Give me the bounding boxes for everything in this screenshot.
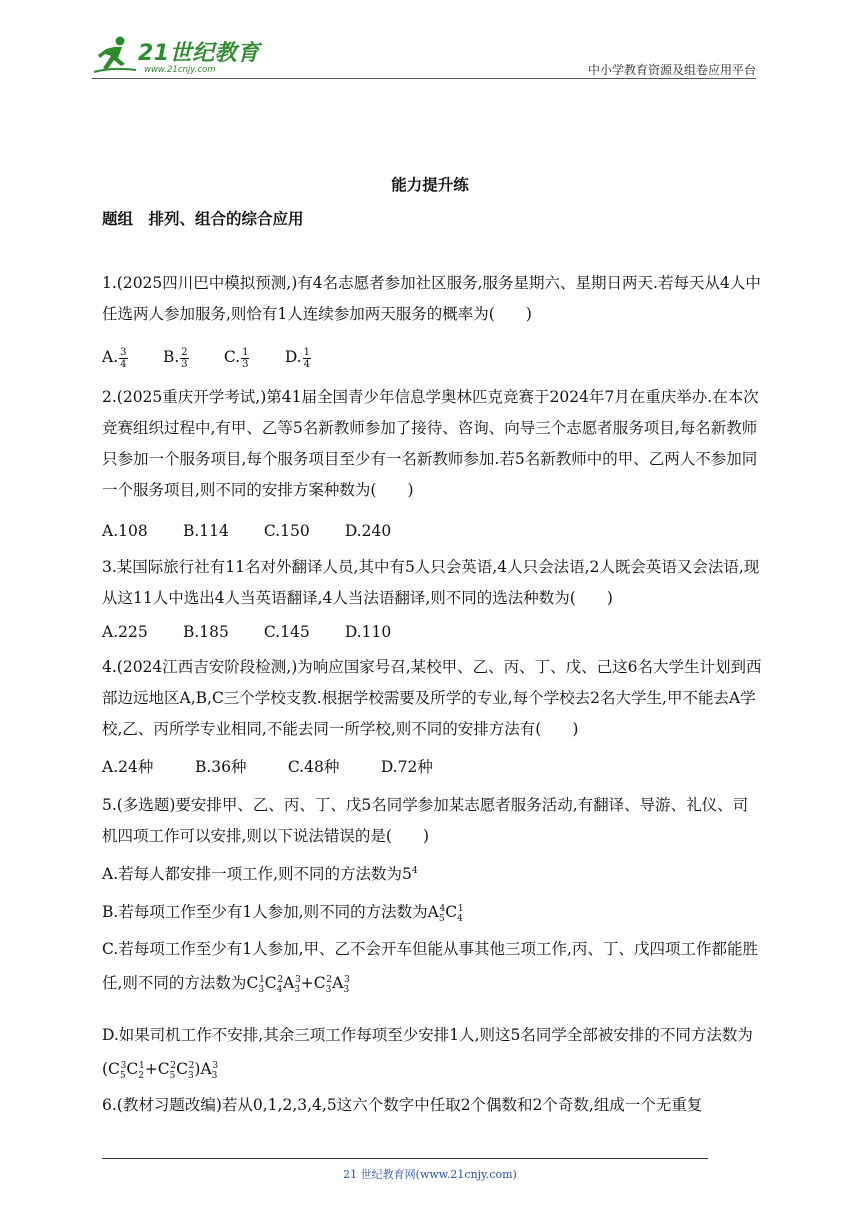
option-d: D. $\frac{1}{4}$ <box>284 346 310 370</box>
option-c: C. $\frac{1}{3}$ <box>223 346 249 370</box>
question-4-text: 4.(2024江西吉安阶段检测,)为响应国家号召,某校甲、乙、丙、丁、戊、己这6名大学生计划到西部边远地区A,B,C三个学校支教.根据学校需要及所学的专业,每个学校去2名大学生,甲不能去A学校,乙、丙所学专业相同,不能去同一所学校,则不同的安排方法有( ) <box>102 658 762 738</box>
question-5-text: 5.(多选题)要安排甲、乙、丙、丁、戊5名同学参加某志愿者服务活动,有翻译、导游、礼仪、司机四项工作可以安排,则以下说法错误的是( ) <box>102 796 749 845</box>
option-d: D.72种 <box>380 758 433 776</box>
question-3-text: 3.某国际旅行社有11名对外翻译人员,其中有5人只会英语,4人只会法语,2人既会英语又会法语,现从这11人中选出4人当英语翻译,4人当法语翻译,则不同的选法种数为( ) <box>102 558 760 607</box>
logo-url: www.21cnjy.com <box>144 65 216 75</box>
question-5-option-c: C.若每项工作至少有1人参加,甲、乙不会开车但能从事其他三项工作,丙、丁、戊四项工作都能胜任,则不同的方法数为$C_3^1C_4^2A_3^3+C_3^2A_3^3$ <box>102 940 758 995</box>
option-b: B.114 <box>182 522 229 540</box>
page-footer: 21 世纪教育网(www.21cnjy.com) <box>343 1168 517 1181</box>
site-logo <box>92 34 262 78</box>
option-a: A.24种 <box>102 758 154 776</box>
logo-text: 21世纪教育 <box>138 41 260 66</box>
option-c: C.48种 <box>287 758 340 776</box>
page-title: 能力提升练 <box>391 175 469 194</box>
question-6-text: 6.(教材习题改编)若从0,1,2,3,4,5这六个数字中任取2个偶数和2个奇数,组成一个无重复 <box>102 1096 703 1114</box>
question-2-options <box>102 516 421 547</box>
question-4-options <box>102 752 469 783</box>
question-5-option-d: D.如果司机工作不安排,其余三项工作每项至少安排1人,则这5名同学全部被安排的不同方法数为$(C_5^3C_2^1+C_5^2C_3^2)A_3^3$ <box>102 1026 753 1081</box>
page-header <box>92 30 756 80</box>
footer-divider <box>102 1158 708 1159</box>
option-b: B.185 <box>182 623 229 641</box>
header-divider <box>92 78 756 79</box>
question-5-option-a: A.若每人都安排一项工作,则不同的方法数为$5^4$ <box>102 865 418 884</box>
option-b: B.36种 <box>194 758 247 776</box>
option-d: D.110 <box>344 623 392 641</box>
option-a: A. $\frac{3}{4}$ <box>102 346 127 370</box>
option-d: D.240 <box>344 522 392 540</box>
question-3-options <box>102 617 421 648</box>
question-5-option-b: B.若每项工作至少有1人参加,则不同的方法数为$A_5^4C_4^1$ <box>102 903 464 924</box>
group-heading: 题组 排列、组合的综合应用 <box>102 209 304 228</box>
option-a: A.108 <box>102 522 148 540</box>
runner-logo-icon <box>92 34 140 78</box>
option-a: A.225 <box>102 623 148 641</box>
header-tagline: 中小学教育资源及组卷应用平台 <box>587 63 756 77</box>
question-2-text: 2.(2025重庆开学考试,)第41届全国青少年信息学奥林匹克竞赛于2024年7月在重庆举办.在本次竞赛组织过程中,有甲、乙等5名新教师参加了接待、咨询、向导三个志愿者服务项目,每名新教师只参加一个服务项目,每个服务项目至少有一名新教师参加.若5名新教师中的甲、乙两人不参加同一个服务项目,则不同的安排方案种数为( ) <box>102 388 759 499</box>
question-1-options <box>102 342 341 373</box>
option-c: C.145 <box>263 623 310 641</box>
option-b: B. $\frac{2}{3}$ <box>162 346 188 370</box>
question-1-text: 1.(2025四川巴中模拟预测,)有4名志愿者参加社区服务,服务星期六、星期日两天.若每天从4人中任选两人参加服务,则恰有1人连续参加两天服务的概率为( ) <box>102 274 761 323</box>
option-c: C.150 <box>263 522 310 540</box>
